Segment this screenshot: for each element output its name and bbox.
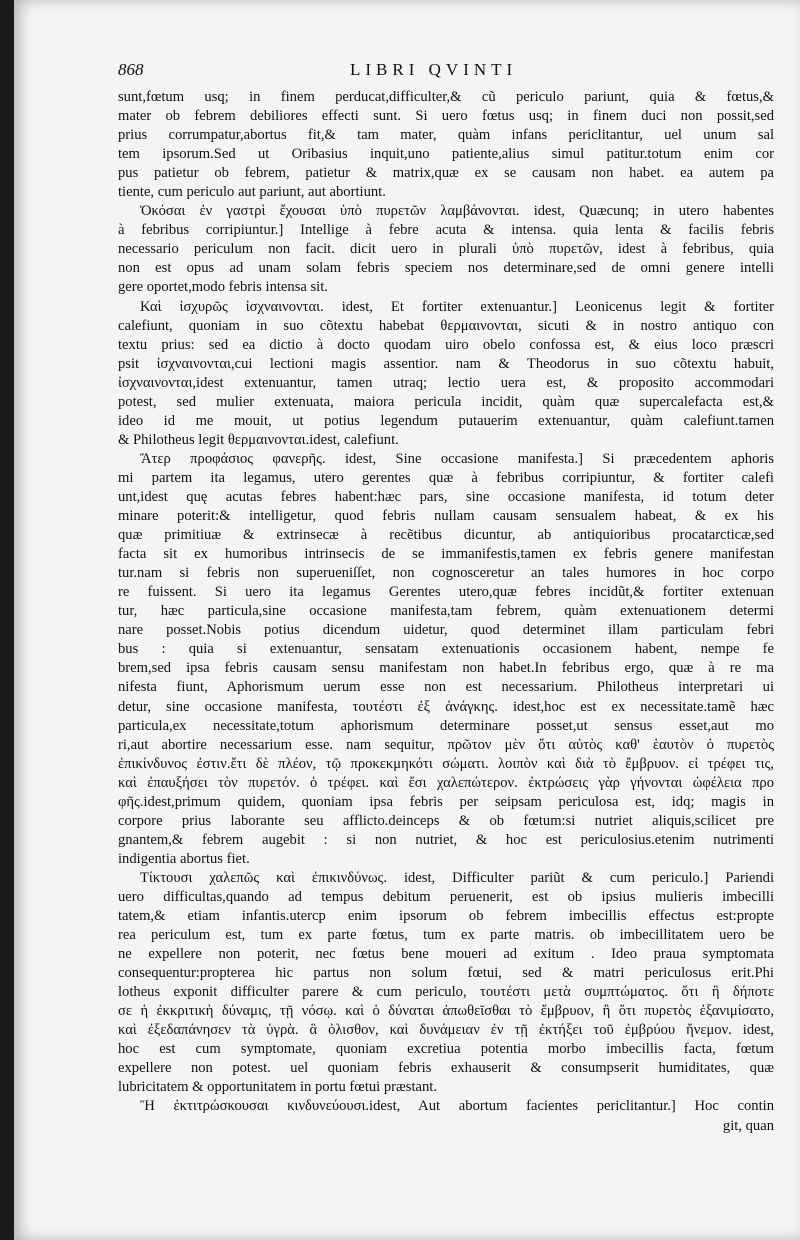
page-body xyxy=(118,88,774,1198)
text-line: hoc est cum symptomate, quoniam excretiua potentia morbo imbecillis facta, fœtum xyxy=(118,1041,774,1058)
text-line: unt,idest quę acutas febres habent:hæc pars, sine occasione manifesta, id totum deter xyxy=(118,488,774,505)
book-page xyxy=(14,0,800,1240)
text-line: mi partem ita legamus, utero gerentes quæ à febribus corripiuntur, & fortiter calefi xyxy=(118,469,774,486)
text-line: necessario periculum non facit. dicit uero in plurali ὑπὸ πυρετῶν, idest à febribus, quia xyxy=(118,241,774,258)
text-line: tem ipsorum.Sed ut Oribasius inquit,uno patiente,alius simul patitur.totum enim cor xyxy=(118,146,774,163)
text-line: lubricitatem & opportunitatem in portu fœtui præstant. xyxy=(118,1079,437,1096)
lemma-line: Τίκτουσι χαλεπῶς καὶ ἐπικινδύνως. idest, Difficulter pariũt & cum periculo.] Pariendi xyxy=(140,869,774,886)
text-line: à febribus corripiuntur.] Intellige à febre acuta & intensa. quia lenta & facilis febris xyxy=(118,222,774,239)
text-line: corpore prius laborante seu afflicto.deinceps & ob fœtum:si nutriet aliquis,scilicet pre xyxy=(118,812,774,829)
text-line: minare poterit:& intelligetur, quod febris nullam causam sensualem habeat, & ex his xyxy=(118,508,774,525)
text-line: mater ob febrem debiliores effecti sunt. Si uero fœtus usq; in finem duci non possit,sed xyxy=(118,108,774,125)
text-line: sunt,fœtum usq; in finem perducat,difficulter,& cũ periculo pariunt, quia & fœtus,& xyxy=(118,89,774,105)
text-line: textu prius: sed ea dictio à docto quodam uiro obelo confossa est, & eius loco præscri xyxy=(118,336,774,353)
text-line: calefiunt, quoniam in suo cõtextu habebat θερμαινονται, sicuti & in nostro antiquo con xyxy=(118,317,774,334)
lemma-line: Ἄτερ προφάσιος φανερῆς. idest, Sine occasione manifesta.] Si præcedentem aphoris xyxy=(140,450,774,467)
text-line: tur, hæc particula,sine occasione manifesta,tam febrem, quàm extenuationem determi xyxy=(118,603,774,620)
text-line: lotheus exponit difficulter parere & cum periculo, τουτέστι μετὰ συμπτώματος. ὅτι ἢ δήποτε xyxy=(118,984,774,1001)
text-line: uero difficultas,quando ad tempus debitum peruenerit, est ob ipsius mulieris imbecilli xyxy=(118,888,774,905)
text-line: καὶ ἐξεδαπάνησεν τὰ ὑγρὰ. ἃ ὀλισθον, καὶ δυνάμειαν ἐν τῇ ἐκτήξει τοῦ ἐμβρύου ἤνεμον. idest, xyxy=(118,1022,774,1039)
text-line: expellere non potest. uel quoniam febris exhauserit & consumpserit humiditates, quæ xyxy=(118,1060,774,1077)
text-line: ἰσχναινονται,idest extenuantur, tamen utraq; lectio uera est, & proposito accommodari xyxy=(118,374,774,391)
text-line: φῆς.idest,primum quidem, quoniam ipsa febris per seipsam periculosa est, idq; magis in xyxy=(118,793,774,810)
text-line: non est opus ad unam solam febris speciem nos determinare,sed de omni genere intelli xyxy=(118,260,774,277)
text-line: ideo id me mouit, ut potius legendum putauerim extenuantur, quàm calefiunt.tamen xyxy=(118,412,774,429)
text-line: gere oportet,modo febris intensa sit. xyxy=(118,279,328,296)
text-line: σε ἡ ἐκκριτικὴ δύναμις, τῇ νόσῳ. καὶ ὁ δύναται ἀπωθεῖσθαι τὸ ἔμβρυον, ἢ ὅτι πυρετὸς ἐξανιμίσατο, xyxy=(118,1003,774,1020)
text-line: facta sit ex humoribus intrinsecis de se immanifestis,tamen ex febris genere manifestan xyxy=(118,546,774,563)
text-line: bus : quia si extenuantur, sensatam extenuationis occasionem habent, nempe fe xyxy=(118,641,774,658)
text-line: potest, sed mulier extenuata, maiora pericula incidit, quàm quæ supercalefacta est,& xyxy=(118,393,774,410)
catchword-line: git, quan xyxy=(722,1117,774,1134)
running-head: LIBRI QVINTI xyxy=(350,60,518,79)
text-line: & Philotheus legit θερμαινονται.idest, calefiunt. xyxy=(118,431,399,448)
text-line: tatem,& etiam infantis.utercp enim ipsorum ob febrem imbecillis effectus est:propte xyxy=(118,908,774,925)
lemma-line: Ἢ ἐκτιτρώσκουσαι κινδυνεύουσι.idest, Aut abortum facientes periclitantur.] Hoc contin xyxy=(140,1098,774,1115)
text-line: detur, sine occasione manifesta, τουτέστι ἐξ ἀνάγκης. idest,hoc est ex necessitate.tamẽ hæc xyxy=(118,698,774,715)
text-line: indigentia abortus fiet. xyxy=(118,850,250,867)
text-line: pus patietur ob febrem, patietur & matrix,quæ ex se causam non habet. ea autem pa xyxy=(118,165,774,182)
text-line: brem,sed ipsa febris causam sensu manifestam non habet.In febribus ergo, quæ à re ma xyxy=(118,660,774,677)
text-line: tiente, cum periculo aut pariunt, aut abortiunt. xyxy=(118,184,386,201)
text-line: consequentur:propterea hic partus non solum fœtui, sed & matri periculosus erit.Phi xyxy=(118,965,774,982)
page-header xyxy=(118,60,738,86)
text-line: tur.nam si febris non superueniſſet, non cognosceretur an tales humores in hoc corpo xyxy=(118,565,774,582)
text-line: nare posset.Nobis potius dicendum uidetur, quod determinet illam particulam febri xyxy=(118,622,774,639)
page-number: 868 xyxy=(118,60,144,79)
text-line: psit ἰσχναινονται,cui lectioni magis assentior. nam & Theodorus in suo cõtextu habuit, xyxy=(118,355,774,372)
text-line: re fuissent. Si uero ita legamus Gerentes utero,quæ febres incidũt,& fortiter extenuan xyxy=(118,584,774,601)
text-line: rea periculum est, tum ex parte fœtus, tum ex parte matris. ob imbecillitatem uero be xyxy=(118,927,774,944)
lemma-line: Καὶ ἰσχυρῶς ἰσχναινονται. idest, Et fortiter extenuantur.] Leonicenus legit & fortiter xyxy=(140,298,774,315)
text-line: ri,aut abortire necessarium esse. nam sequitur, πρῶτον μὲν ὅτι αὐτὸς καθ' ἑαυτὸν ὁ πυρετὸς xyxy=(118,736,774,753)
text-line: καὶ ἐπαυξήσει τὸν πυρετόν. ὁ τρέφει. καὶ ἔσι χαλεπώτερον. ἐκτρώσεις γὰρ γήνονται ὡφέλεια προ xyxy=(118,774,774,791)
text-line: prius corrumpatur,abortus fit,& tam mater, quàm infans periclitantur, uel unum sal xyxy=(118,127,774,144)
text-line: gnantem,& febrem augebit : si non nutriet, & hoc est periculosius.etenim nutrimenti xyxy=(118,831,774,848)
text-line: ἐπικίνδυνος ἐστιν.ἔτι δὲ πλέον, τῷ προκεκμηκότι σώματι. λοιπὸν καὶ διὰ τὸ ἔμβρυον. εἰ τρέφει τις, xyxy=(118,755,774,772)
lemma-line: Ὁκόσαι ἐν γαστρὶ ἔχουσαι ὑπὸ πυρετῶν λαμβάνονται. idest, Quæcunq; in utero habentes xyxy=(140,203,774,220)
text-line: nifesta fiunt, Aphorismum uerum esse non est necessarium. Philotheus interpretari ui xyxy=(118,679,774,696)
text-line: quæ primitiuæ & extrinsecæ à recẽtibus dicuntur, ab antiquioribus procatarcticæ,sed xyxy=(118,527,774,544)
text-line: ne expellere non poterit, nec fœtus bene moueri ad exitum . Ideo praua symptomata xyxy=(118,946,774,963)
text-line: particula,ex necessitate,totum aphorismum determinare posset,ut sensus esset,aut mo xyxy=(118,717,774,734)
